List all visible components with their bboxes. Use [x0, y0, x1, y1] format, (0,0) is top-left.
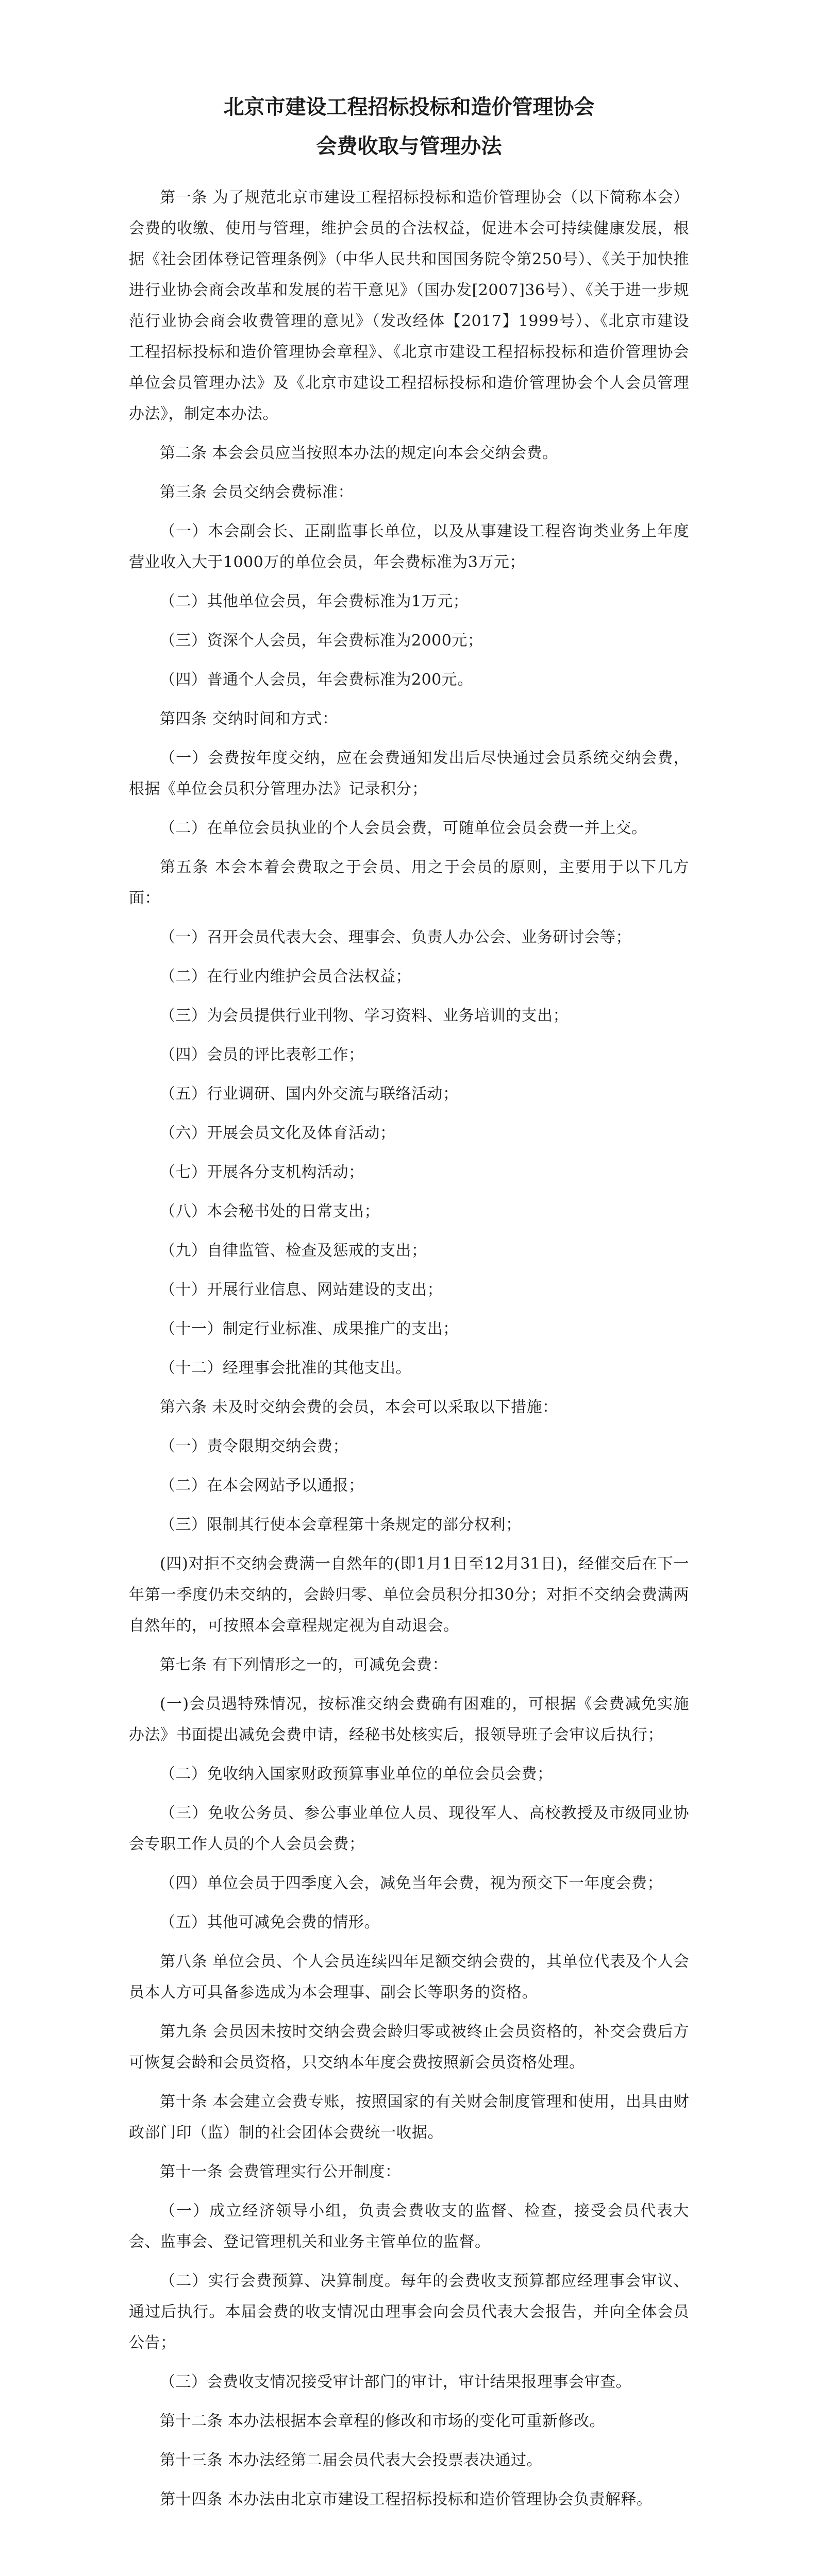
paragraph: （二）实行会费预算、决算制度。每年的会费收支预算都应经理事会审议、通过后执行。本届会费的收支情况由理事会向会员代表大会报告，并向全体会员公告；: [129, 2272, 689, 2352]
paragraph: （四）普通个人会员，年会费标准为200元。: [160, 671, 473, 689]
paragraph: 第十二条 本办法根据本会章程的修改和市场的变化可重新修改。: [160, 2412, 606, 2430]
paragraph: （五）行业调研、国内外交流与联络活动；: [160, 1085, 459, 1103]
paragraph: （一）成立经济领导小组，负责会费收支的监督、检查，接受会员代表大会、监事会、登记管理机关和业务主管单位的监督。: [129, 2202, 689, 2251]
paragraph: （一）本会副会长、正副监事长单位，以及从事建设工程咨询类业务上年度营业收入大于1000万的单位会员，年会费标准为3万元；: [129, 522, 689, 571]
paragraph: 第七条 有下列情形之一的，可减免会费：: [160, 1656, 448, 1674]
paragraph: 第二条 本会会员应当按照本办法的规定向本会交纳会费。: [160, 444, 558, 462]
paragraph: （二）免收纳入国家财政预算事业单位的单位会员会费；: [160, 1765, 553, 1783]
paragraph: 第十条 本会建立会费专账，按照国家的有关财会制度管理和使用，出具由财政部门印（监）制的社会团体会费统一收据。: [129, 2093, 689, 2142]
paragraph: （二）其他单位会员，年会费标准为1万元；: [160, 592, 469, 611]
document-body: [129, 182, 689, 2515]
paragraph: （三）限制其行使本会章程第十条规定的部分权利；: [160, 1516, 522, 1534]
paragraph: （十一）制定行业标准、成果推广的支出；: [160, 1320, 459, 1338]
paragraph: （八）本会秘书处的日常支出；: [160, 1202, 380, 1221]
paragraph: 第五条 本会本着会费取之于会员、用之于会员的原则，主要用于以下几方面：: [129, 858, 689, 907]
paragraph: (一)会员遇特殊情况，按标准交纳会费确有困难的，可根据《会费减免实施办法》书面提出减免会费申请，经秘书处核实后，报领导班子会审议后执行；: [129, 1695, 689, 1744]
paragraph: 第九条 会员因未按时交纳会费会龄归零或被终止会员资格的，补交会费后方可恢复会龄和会员资格，只交纳本年度会费按照新会员资格处理。: [129, 2023, 689, 2072]
document-title: [129, 88, 689, 166]
paragraph: （三）免收公务员、参公事业单位人员、现役军人、高校教授及市级同业协会专职工作人员的个人会员会费；: [129, 1804, 689, 1853]
paragraph: （三）会费收支情况接受审计部门的审计，审计结果报理事会审查。: [160, 2373, 631, 2391]
paragraph: 第四条 交纳时间和方式：: [160, 710, 338, 728]
paragraph: （一）召开会员代表大会、理事会、负责人办公会、业务研讨会等；: [160, 928, 631, 946]
paragraph: 第八条 单位会员、个人会员连续四年足额交纳会费的，其单位代表及个人会员本人方可具备参选成为本会理事、副会长等职务的资格。: [129, 1953, 689, 2002]
paragraph: （一）责令限期交纳会费；: [160, 1437, 348, 1455]
paragraph: 第一条 为了规范北京市建设工程招标投标和造价管理协会（以下简称本会）会费的收缴、使用与管理，维护会员的合法权益，促进本会可持续健康发展，根据《社会团体登记管理条例》（中华人民共和国国务院令第250号）、《关于加快推进行业协会商会改革和发展的若干意见》（国办发[2007]36号）、《关于进一步规范行业协会商会收费管理的意见》（发改经体【2017】1999号）、《北京市建设工程招标投标和造价管理协会章程》、《北京市建设工程招标投标和造价管理协会单位会员管理办法》及《北京市建设工程招标投标和造价管理协会个人会员管理办法》，制定本办法。: [129, 189, 689, 423]
paragraph: （二）在本会网站予以通报；: [160, 1477, 364, 1495]
title-line-2: 会费收取与管理办法: [316, 134, 502, 158]
paragraph: （七）开展各分支机构活动；: [160, 1163, 364, 1181]
paragraph: (四)对拒不交纳会费满一自然年的(即1月1日至12月31日)，经催交后在下一年第一季度仍未交纳的，会龄归零、单位会员积分扣30分；对拒不交纳会费满两自然年的，可按照本会章程规定视为自动退会。: [129, 1555, 689, 1635]
paragraph: （一）会费按年度交纳，应在会费通知发出后尽快通过会员系统交纳会费，根据《单位会员积分管理办法》记录积分；: [129, 749, 689, 798]
paragraph: 第六条 未及时交纳会费的会员，本会可以采取以下措施：: [160, 1398, 558, 1416]
paragraph: （四）单位会员于四季度入会，减免当年会费，视为预交下一年度会费；: [160, 1874, 663, 1892]
paragraph: （五）其他可减免会费的情形。: [160, 1913, 380, 1931]
paragraph: （三）为会员提供行业刊物、学习资料、业务培训的支出；: [160, 1007, 569, 1025]
paragraph: （十二）经理事会批准的其他支出。: [160, 1359, 411, 1377]
paragraph: （二）在行业内维护会员合法权益；: [160, 968, 411, 986]
paragraph: 第十三条 本办法经第二届会员代表大会投票表决通过。: [160, 2451, 543, 2469]
paragraph: （九）自律监管、检查及惩戒的支出；: [160, 1242, 427, 1260]
paragraph: 第十一条 会费管理实行公开制度：: [160, 2163, 401, 2181]
title-line-1: 北京市建设工程招标投标和造价管理协会: [223, 95, 595, 119]
paragraph: （四）会员的评比表彰工作；: [160, 1046, 364, 1064]
paragraph: （十）开展行业信息、网站建设的支出；: [160, 1281, 443, 1299]
paragraph: （六）开展会员文化及体育活动；: [160, 1124, 396, 1142]
paragraph: 第十四条 本办法由北京市建设工程招标投标和造价管理协会负责解释。: [160, 2490, 653, 2509]
paragraph: 第三条 会员交纳会费标准：: [160, 483, 354, 501]
paragraph: （二）在单位会员执业的个人会员会费，可随单位会员会费一并上交。: [160, 819, 647, 837]
paragraph: （三）资深个人会员，年会费标准为2000元；: [160, 632, 483, 650]
